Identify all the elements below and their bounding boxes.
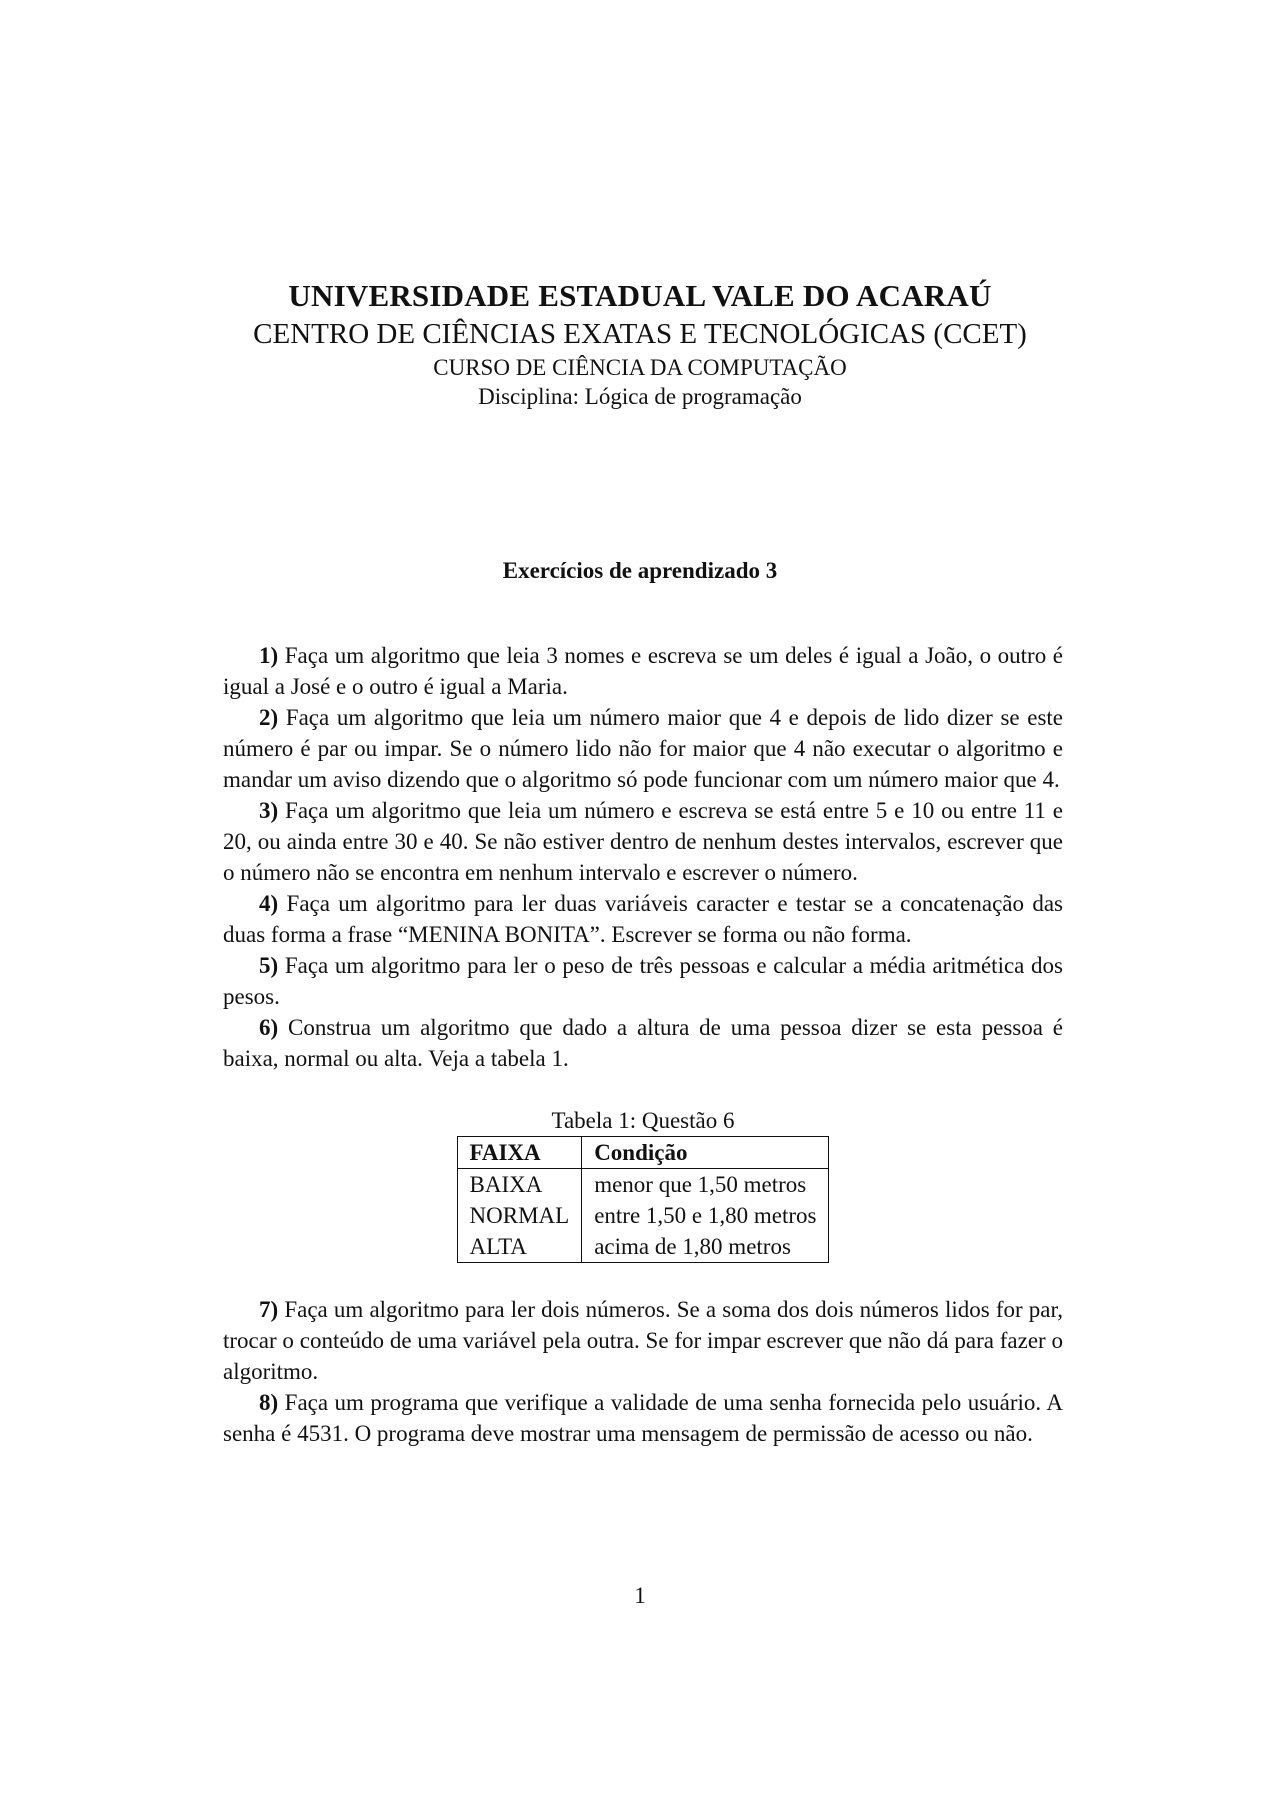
center-name: CENTRO DE CIÊNCIAS EXATAS E TECNOLÓGICAS (CCET) — [253, 317, 1027, 350]
table-header-row — [457, 1137, 829, 1169]
table-caption: Tabela 1: Questão 6 — [551, 1108, 735, 1133]
height-table-block — [223, 1105, 1063, 1263]
table-row — [457, 1200, 829, 1231]
table-header-faixa: FAIXA — [457, 1137, 582, 1169]
table-cell-condicao: menor que 1,50 metros — [594, 1172, 807, 1197]
exercise-2: 2) Faça um algoritmo que leia um número maior que 4 e depois de lido dizer se este número é par ou impar. Se o número lido não for maior que 4 não executar o algoritmo e mandar um aviso dizendo que o algoritmo só pode funcionar com um número maior que 4. — [223, 705, 1063, 792]
table-row — [457, 1231, 829, 1263]
exercise-8: 8) Faça um programa que verifique a validade de uma senha fornecida pelo usuário. A senha é 4531. O programa deve mostrar uma mensagem de permissão de acesso ou não. — [223, 1390, 1063, 1446]
table-cell-condicao: entre 1,50 e 1,80 metros — [594, 1203, 817, 1228]
table-cell-condicao: acima de 1,80 metros — [594, 1234, 791, 1259]
document-header — [0, 276, 1280, 412]
discipline-name: Disciplina: Lógica de programação — [478, 384, 802, 410]
table-cell-faixa: BAIXA — [457, 1169, 582, 1201]
exercise-7: 7) Faça um algoritmo para ler dois números. Se a soma dos dois números lidos for par, trocar o conteúdo de uma variável pela outra. Se for impar escrever que não dá para fazer o algoritmo. — [223, 1297, 1063, 1384]
exercise-list — [223, 640, 1063, 1449]
exercise-5: 5) Faça um algoritmo para ler o peso de três pessoas e calcular a média aritmética dos pesos. — [223, 953, 1063, 1009]
exercise-1: 1) Faça um algoritmo que leia 3 nomes e escreva se um deles é igual a João, o outro é igual a José e o outro é igual a Maria. — [223, 643, 1063, 699]
exercise-4: 4) Faça um algoritmo para ler duas variáveis caracter e testar se a concatenação das duas forma a frase “MENINA BONITA”. Escrever se forma ou não forma. — [223, 891, 1063, 947]
exercise-6: 6) Construa um algoritmo que dado a altura de uma pessoa dizer se esta pessoa é baixa, normal ou alta. Veja a tabela 1. — [223, 1015, 1063, 1071]
exercise-3: 3) Faça um algoritmo que leia um número e escreva se está entre 5 e 10 ou entre 11 e 20, ou ainda entre 30 e 40. Se não estiver dentro de nenhum destes intervalos, escrever que o número não se encontra em nenhum intervalo e escrever o número. — [223, 798, 1063, 885]
table-row — [457, 1169, 829, 1201]
exercise-set-title: Exercícios de aprendizado 3 — [502, 558, 778, 583]
height-range-table — [457, 1136, 830, 1263]
table-header-condicao: Condição — [582, 1137, 829, 1169]
page-number: 1 — [634, 1583, 646, 1608]
course-name: CURSO DE CIÊNCIA DA COMPUTAÇÃO — [433, 354, 847, 380]
table-cell-faixa: ALTA — [457, 1231, 582, 1263]
table-cell-faixa: NORMAL — [457, 1200, 582, 1231]
university-name: UNIVERSIDADE ESTADUAL VALE DO ACARAÚ — [288, 278, 992, 313]
